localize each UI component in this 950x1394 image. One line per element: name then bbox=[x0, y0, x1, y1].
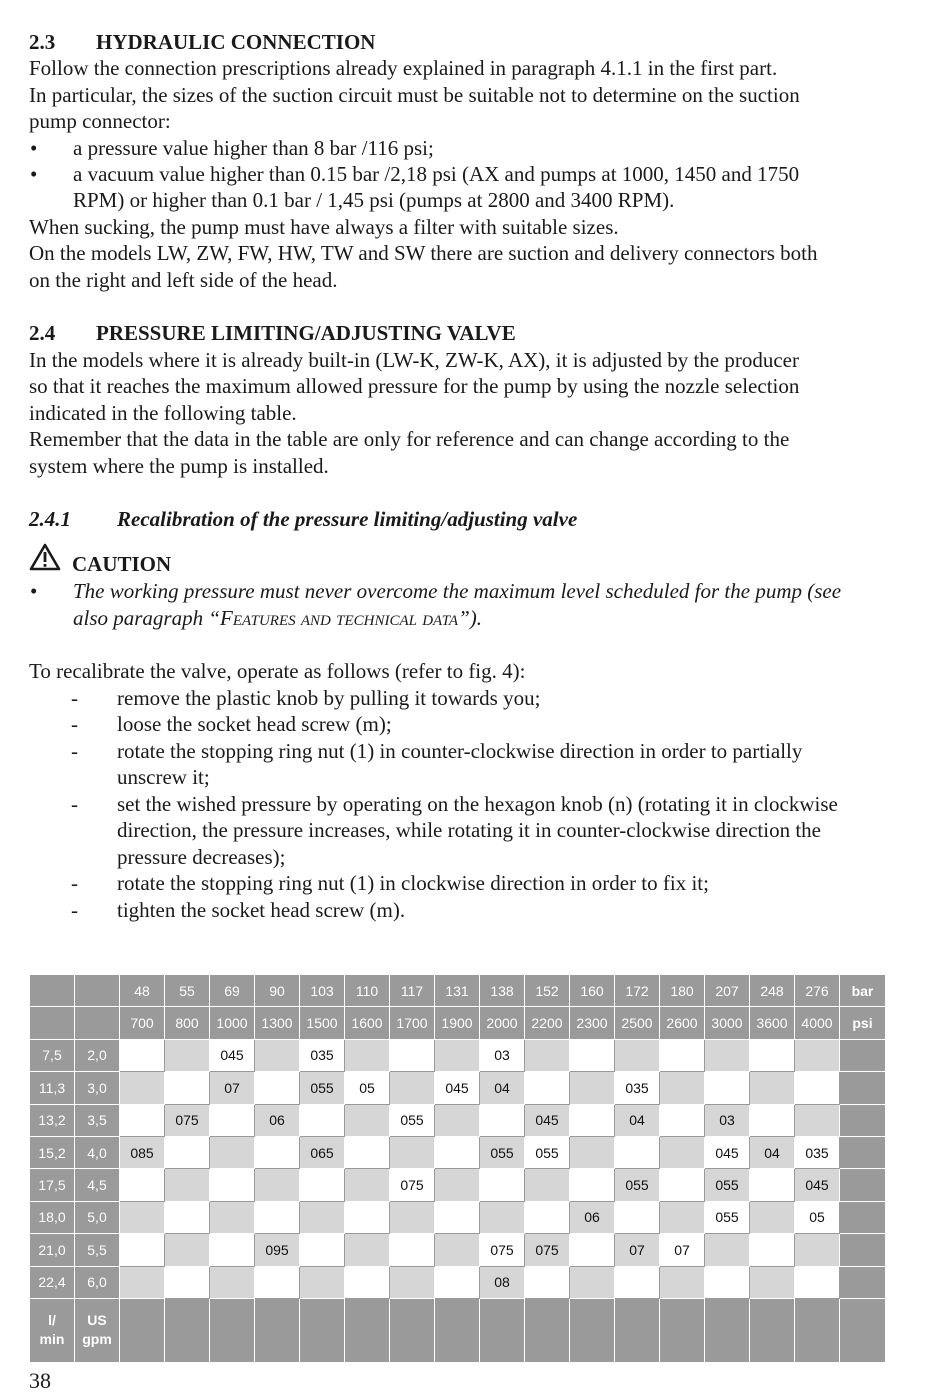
nozzle-cell bbox=[615, 1201, 660, 1233]
paragraph-line: system where the pump is installed. bbox=[29, 454, 329, 478]
nozzle-cell: 08 bbox=[480, 1266, 525, 1298]
warning-triangle-icon bbox=[29, 543, 61, 571]
nozzle-cell bbox=[750, 1072, 795, 1104]
nozzle-cell: 075 bbox=[390, 1169, 435, 1201]
nozzle-cell: 075 bbox=[525, 1234, 570, 1266]
nozzle-cell: 06 bbox=[255, 1104, 300, 1136]
step-text: set the wished pressure by operating on the hexagon knob (n) (rotating it in clockwise bbox=[117, 792, 838, 816]
nozzle-cell bbox=[210, 1169, 255, 1201]
psi-value-cell: 3600 bbox=[750, 1007, 795, 1039]
nozzle-cell: 045 bbox=[435, 1072, 480, 1104]
dash-marker: - bbox=[71, 898, 78, 922]
nozzle-cell bbox=[120, 1201, 165, 1233]
bullet-text: a vacuum value higher than 0.15 bar /2,18 psi (AX and pumps at 1000, 1450 and 1750 bbox=[73, 162, 800, 186]
bullet-marker: • bbox=[30, 162, 38, 186]
footer-blank-cell bbox=[750, 1298, 795, 1362]
nozzle-cell bbox=[255, 1201, 300, 1233]
nozzle-cell bbox=[705, 1072, 750, 1104]
nozzle-cell bbox=[165, 1234, 210, 1266]
nozzle-cell: 03 bbox=[480, 1039, 525, 1071]
nozzle-cell bbox=[705, 1039, 750, 1071]
flow-lmin-cell: 22,4 bbox=[30, 1266, 75, 1298]
psi-value-cell: 1000 bbox=[210, 1007, 255, 1039]
nozzle-cell bbox=[660, 1136, 705, 1168]
nozzle-cell bbox=[570, 1266, 615, 1298]
nozzle-cell: 03 bbox=[705, 1104, 750, 1136]
nozzle-cell bbox=[750, 1039, 795, 1071]
nozzle-cell: 035 bbox=[615, 1072, 660, 1104]
nozzle-cell bbox=[795, 1104, 840, 1136]
bullet-text: RPM) or higher than 0.1 bar / 1,45 psi (pumps at 2800 and 3400 RPM). bbox=[73, 188, 675, 212]
paragraph-line: When sucking, the pump must have always a filter with suitable sizes. bbox=[29, 215, 619, 239]
nozzle-cell bbox=[300, 1169, 345, 1201]
nozzle-cell bbox=[795, 1266, 840, 1298]
nozzle-cell: 055 bbox=[480, 1136, 525, 1168]
bar-unit-cell: bar bbox=[840, 975, 886, 1007]
section-title: PRESSURE LIMITING/ADJUSTING VALVE bbox=[96, 321, 516, 345]
nozzle-cell bbox=[345, 1201, 390, 1233]
nozzle-cell bbox=[435, 1266, 480, 1298]
flow-gpm-cell: 3,0 bbox=[75, 1072, 120, 1104]
dash-marker: - bbox=[71, 686, 78, 710]
nozzle-cell bbox=[525, 1039, 570, 1071]
psi-value-cell: 4000 bbox=[795, 1007, 840, 1039]
table-row bbox=[30, 1234, 886, 1266]
nozzle-cell bbox=[660, 1201, 705, 1233]
flow-lmin-cell: 18,0 bbox=[30, 1201, 75, 1233]
nozzle-cell: 055 bbox=[390, 1104, 435, 1136]
nozzle-cell bbox=[345, 1104, 390, 1136]
nozzle-cell bbox=[750, 1266, 795, 1298]
nozzle-cell bbox=[300, 1104, 345, 1136]
lmin-unit-bottom: min bbox=[39, 1331, 65, 1348]
bar-value-cell: 131 bbox=[435, 975, 480, 1007]
psi-value-cell: 1500 bbox=[300, 1007, 345, 1039]
nozzle-cell: 075 bbox=[165, 1104, 210, 1136]
nozzle-cell bbox=[705, 1234, 750, 1266]
flow-lmin-cell: 21,0 bbox=[30, 1234, 75, 1266]
nozzle-cell bbox=[390, 1136, 435, 1168]
nozzle-cell bbox=[795, 1039, 840, 1071]
psi-value-cell: 1900 bbox=[435, 1007, 480, 1039]
nozzle-cell bbox=[255, 1169, 300, 1201]
flow-gpm-cell: 5,0 bbox=[75, 1201, 120, 1233]
paragraph-line: In the models where it is already built-in (LW-K, ZW-K, AX), it is adjusted by the producer bbox=[29, 348, 799, 372]
nozzle-selection-table bbox=[29, 974, 886, 1363]
nozzle-cell bbox=[570, 1072, 615, 1104]
psi-value-cell: 1600 bbox=[345, 1007, 390, 1039]
bar-value-cell: 172 bbox=[615, 975, 660, 1007]
row-end-cell bbox=[840, 1072, 886, 1104]
psi-value-cell: 2500 bbox=[615, 1007, 660, 1039]
nozzle-cell bbox=[120, 1072, 165, 1104]
nozzle-cell: 06 bbox=[570, 1201, 615, 1233]
nozzle-cell bbox=[570, 1169, 615, 1201]
step-text: loose the socket head screw (m); bbox=[117, 712, 392, 736]
bar-value-cell: 55 bbox=[165, 975, 210, 1007]
flow-gpm-cell: 4,0 bbox=[75, 1136, 120, 1168]
nozzle-cell bbox=[525, 1266, 570, 1298]
nozzle-cell bbox=[165, 1072, 210, 1104]
procedure-intro: To recalibrate the valve, operate as follows (refer to fig. 4): bbox=[29, 659, 526, 683]
bar-value-cell: 110 bbox=[345, 975, 390, 1007]
nozzle-cell bbox=[120, 1169, 165, 1201]
nozzle-cell bbox=[165, 1201, 210, 1233]
psi-value-cell: 2000 bbox=[480, 1007, 525, 1039]
page-number: 38 bbox=[29, 1368, 51, 1393]
table-row bbox=[30, 1039, 886, 1071]
step-text: remove the plastic knob by pulling it towards you; bbox=[117, 686, 541, 710]
footer-blank-cell bbox=[615, 1298, 660, 1362]
nozzle-cell bbox=[705, 1266, 750, 1298]
nozzle-cell bbox=[345, 1136, 390, 1168]
nozzle-cell bbox=[345, 1234, 390, 1266]
paragraph-line: In particular, the sizes of the suction circuit must be suitable not to determine on the suction bbox=[29, 83, 800, 107]
step-text: pressure decreases); bbox=[117, 845, 286, 869]
nozzle-cell bbox=[120, 1266, 165, 1298]
nozzle-cell bbox=[480, 1104, 525, 1136]
paragraph-line: pump connector: bbox=[29, 109, 171, 133]
psi-value-cell: 700 bbox=[120, 1007, 165, 1039]
gpm-unit-cell bbox=[75, 1298, 120, 1362]
bar-value-cell: 48 bbox=[120, 975, 165, 1007]
bar-value-cell: 160 bbox=[570, 975, 615, 1007]
step-text: unscrew it; bbox=[117, 765, 210, 789]
table-row bbox=[30, 1169, 886, 1201]
flow-gpm-cell: 6,0 bbox=[75, 1266, 120, 1298]
nozzle-cell: 095 bbox=[255, 1234, 300, 1266]
bar-value-cell: 248 bbox=[750, 975, 795, 1007]
nozzle-cell: 04 bbox=[750, 1136, 795, 1168]
caution-text-2 bbox=[73, 605, 482, 631]
psi-header-row bbox=[30, 1007, 886, 1039]
nozzle-cell: 045 bbox=[705, 1136, 750, 1168]
step-text: rotate the stopping ring nut (1) in counter-clockwise direction in order to partially bbox=[117, 739, 803, 763]
table-row bbox=[30, 1136, 886, 1168]
nozzle-cell: 055 bbox=[705, 1169, 750, 1201]
nozzle-cell: 04 bbox=[480, 1072, 525, 1104]
nozzle-cell: 035 bbox=[795, 1136, 840, 1168]
nozzle-cell bbox=[660, 1266, 705, 1298]
gpm-unit-bottom: gpm bbox=[82, 1331, 112, 1348]
bar-value-cell: 90 bbox=[255, 975, 300, 1007]
nozzle-cell bbox=[300, 1234, 345, 1266]
nozzle-cell bbox=[750, 1169, 795, 1201]
psi-value-cell: 800 bbox=[165, 1007, 210, 1039]
bullet-marker: • bbox=[30, 136, 38, 160]
nozzle-cell bbox=[390, 1234, 435, 1266]
bar-value-cell: 138 bbox=[480, 975, 525, 1007]
units-footer-row bbox=[30, 1298, 886, 1362]
flow-lmin-cell: 17,5 bbox=[30, 1169, 75, 1201]
nozzle-cell bbox=[435, 1039, 480, 1071]
nozzle-cell bbox=[750, 1201, 795, 1233]
nozzle-cell: 035 bbox=[300, 1039, 345, 1071]
nozzle-cell: 045 bbox=[210, 1039, 255, 1071]
nozzle-cell bbox=[660, 1104, 705, 1136]
section-title: Recalibration of the pressure limiting/adjusting valve bbox=[117, 507, 578, 531]
dash-marker: - bbox=[71, 871, 78, 895]
footer-blank-cell bbox=[480, 1298, 525, 1362]
caution-title: CAUTION bbox=[72, 552, 172, 576]
lmin-unit-cell bbox=[30, 1298, 75, 1362]
nozzle-cell bbox=[120, 1234, 165, 1266]
flow-gpm-cell: 5,5 bbox=[75, 1234, 120, 1266]
nozzle-cell bbox=[435, 1104, 480, 1136]
nozzle-cell bbox=[210, 1201, 255, 1233]
nozzle-cell: 05 bbox=[345, 1072, 390, 1104]
nozzle-cell bbox=[255, 1266, 300, 1298]
nozzle-cell bbox=[615, 1039, 660, 1071]
paragraph-line: indicated in the following table. bbox=[29, 401, 297, 425]
nozzle-cell bbox=[570, 1039, 615, 1071]
nozzle-cell bbox=[345, 1039, 390, 1071]
paragraph-line: on the right and left side of the head. bbox=[29, 268, 338, 292]
nozzle-cell: 065 bbox=[300, 1136, 345, 1168]
psi-value-cell: 2300 bbox=[570, 1007, 615, 1039]
flow-lmin-cell: 7,5 bbox=[30, 1039, 75, 1071]
flow-gpm-cell: 4,5 bbox=[75, 1169, 120, 1201]
footer-blank-cell bbox=[570, 1298, 615, 1362]
nozzle-cell bbox=[300, 1266, 345, 1298]
nozzle-cell: 075 bbox=[480, 1234, 525, 1266]
nozzle-cell bbox=[570, 1234, 615, 1266]
flow-gpm-cell: 2,0 bbox=[75, 1039, 120, 1071]
bullet-marker: • bbox=[30, 579, 38, 603]
nozzle-cell: 07 bbox=[210, 1072, 255, 1104]
step-text: direction, the pressure increases, while rotating it in counter-clockwise direction the bbox=[117, 818, 822, 842]
lmin-unit-top: l/ bbox=[48, 1312, 56, 1329]
section-number: 2.4 bbox=[29, 321, 56, 345]
nozzle-cell bbox=[615, 1266, 660, 1298]
footer-blank-cell bbox=[300, 1298, 345, 1362]
psi-value-cell: 1700 bbox=[390, 1007, 435, 1039]
footer-blank-cell bbox=[435, 1298, 480, 1362]
psi-value-cell: 2600 bbox=[660, 1007, 705, 1039]
section-2-3-heading bbox=[29, 29, 375, 55]
nozzle-cell bbox=[525, 1169, 570, 1201]
nozzle-cell bbox=[165, 1136, 210, 1168]
nozzle-cell bbox=[345, 1266, 390, 1298]
nozzle-cell bbox=[210, 1136, 255, 1168]
psi-value-cell: 3000 bbox=[705, 1007, 750, 1039]
nozzle-cell: 055 bbox=[615, 1169, 660, 1201]
nozzle-cell: 045 bbox=[525, 1104, 570, 1136]
nozzle-cell bbox=[120, 1039, 165, 1071]
footer-blank-cell bbox=[705, 1298, 750, 1362]
header-blank-cell bbox=[30, 975, 75, 1007]
bar-value-cell: 152 bbox=[525, 975, 570, 1007]
footer-blank-cell bbox=[120, 1298, 165, 1362]
row-end-cell bbox=[840, 1266, 886, 1298]
nozzle-cell bbox=[390, 1201, 435, 1233]
nozzle-cell bbox=[750, 1104, 795, 1136]
bar-value-cell: 207 bbox=[705, 975, 750, 1007]
nozzle-cell bbox=[525, 1201, 570, 1233]
nozzle-cell bbox=[300, 1201, 345, 1233]
psi-unit-cell: psi bbox=[840, 1007, 886, 1039]
bar-value-cell: 103 bbox=[300, 975, 345, 1007]
bar-value-cell: 117 bbox=[390, 975, 435, 1007]
nozzle-cell bbox=[120, 1104, 165, 1136]
row-end-cell bbox=[840, 1169, 886, 1201]
step-text: rotate the stopping ring nut (1) in clockwise direction in order to fix it; bbox=[117, 871, 709, 895]
nozzle-cell bbox=[165, 1169, 210, 1201]
nozzle-cell bbox=[795, 1072, 840, 1104]
flow-lmin-cell: 13,2 bbox=[30, 1104, 75, 1136]
row-end-cell bbox=[840, 1136, 886, 1168]
footer-blank-cell bbox=[525, 1298, 570, 1362]
nozzle-cell bbox=[750, 1234, 795, 1266]
row-end-cell bbox=[840, 1104, 886, 1136]
caution-text-pre: also paragraph “ bbox=[73, 606, 221, 630]
nozzle-cell bbox=[345, 1169, 390, 1201]
nozzle-cell bbox=[390, 1039, 435, 1071]
nozzle-cell: 04 bbox=[615, 1104, 660, 1136]
nozzle-cell: 07 bbox=[615, 1234, 660, 1266]
flow-lmin-cell: 11,3 bbox=[30, 1072, 75, 1104]
flow-gpm-cell: 3,5 bbox=[75, 1104, 120, 1136]
nozzle-cell bbox=[570, 1104, 615, 1136]
bullet-text: a pressure value higher than 8 bar /116 psi; bbox=[73, 136, 434, 160]
section-title: HYDRAULIC CONNECTION bbox=[96, 30, 376, 54]
nozzle-cell: 055 bbox=[525, 1136, 570, 1168]
nozzle-cell bbox=[210, 1234, 255, 1266]
footer-blank-cell bbox=[840, 1298, 886, 1362]
row-end-cell bbox=[840, 1234, 886, 1266]
header-blank-cell bbox=[75, 975, 120, 1007]
nozzle-cell bbox=[255, 1072, 300, 1104]
footer-blank-cell bbox=[660, 1298, 705, 1362]
gpm-unit-top: US bbox=[87, 1312, 107, 1329]
footer-blank-cell bbox=[345, 1298, 390, 1362]
nozzle-cell: 07 bbox=[660, 1234, 705, 1266]
nozzle-cell bbox=[435, 1169, 480, 1201]
nozzle-cell bbox=[525, 1072, 570, 1104]
caution-reference: Features and technical data bbox=[220, 606, 459, 630]
footer-blank-cell bbox=[165, 1298, 210, 1362]
nozzle-cell bbox=[390, 1072, 435, 1104]
nozzle-cell: 085 bbox=[120, 1136, 165, 1168]
header-blank-cell bbox=[30, 1007, 75, 1039]
bar-header-row bbox=[30, 975, 886, 1007]
bar-value-cell: 276 bbox=[795, 975, 840, 1007]
nozzle-cell bbox=[435, 1201, 480, 1233]
paragraph-line: Remember that the data in the table are only for reference and can change according to the bbox=[29, 427, 790, 451]
nozzle-cell bbox=[480, 1201, 525, 1233]
table-row bbox=[30, 1072, 886, 1104]
bar-value-cell: 69 bbox=[210, 975, 255, 1007]
paragraph-line: so that it reaches the maximum allowed pressure for the pump by using the nozzle selection bbox=[29, 374, 800, 398]
section-2-4-heading bbox=[29, 320, 516, 346]
table-row bbox=[30, 1104, 886, 1136]
row-end-cell bbox=[840, 1201, 886, 1233]
nozzle-cell bbox=[210, 1266, 255, 1298]
section-number: 2.4.1 bbox=[29, 507, 71, 531]
bar-value-cell: 180 bbox=[660, 975, 705, 1007]
footer-blank-cell bbox=[390, 1298, 435, 1362]
nozzle-cell: 05 bbox=[795, 1201, 840, 1233]
nozzle-cell bbox=[435, 1234, 480, 1266]
footer-blank-cell bbox=[210, 1298, 255, 1362]
nozzle-cell bbox=[660, 1169, 705, 1201]
header-blank-cell bbox=[75, 1007, 120, 1039]
dash-marker: - bbox=[71, 712, 78, 736]
nozzle-cell bbox=[795, 1234, 840, 1266]
nozzle-cell bbox=[615, 1136, 660, 1168]
nozzle-cell: 055 bbox=[300, 1072, 345, 1104]
nozzle-cell bbox=[660, 1039, 705, 1071]
table-row bbox=[30, 1266, 886, 1298]
row-end-cell bbox=[840, 1039, 886, 1071]
flow-lmin-cell: 15,2 bbox=[30, 1136, 75, 1168]
psi-value-cell: 1300 bbox=[255, 1007, 300, 1039]
dash-marker: - bbox=[71, 792, 78, 816]
nozzle-cell bbox=[165, 1266, 210, 1298]
caution-text: The working pressure must never overcome the maximum level scheduled for the pump (see bbox=[73, 579, 842, 603]
section-2-4-1-heading bbox=[29, 506, 577, 532]
paragraph-line: On the models LW, ZW, FW, HW, TW and SW there are suction and delivery connectors both bbox=[29, 241, 818, 265]
table-row bbox=[30, 1201, 886, 1233]
psi-value-cell: 2200 bbox=[525, 1007, 570, 1039]
nozzle-cell bbox=[480, 1169, 525, 1201]
nozzle-cell bbox=[165, 1039, 210, 1071]
nozzle-cell bbox=[660, 1072, 705, 1104]
dash-marker: - bbox=[71, 739, 78, 763]
caution-text-post: ”). bbox=[458, 606, 482, 630]
nozzle-cell bbox=[390, 1266, 435, 1298]
step-text: tighten the socket head screw (m). bbox=[117, 898, 406, 922]
nozzle-cell bbox=[435, 1136, 480, 1168]
nozzle-cell bbox=[255, 1039, 300, 1071]
nozzle-cell bbox=[255, 1136, 300, 1168]
nozzle-cell bbox=[210, 1104, 255, 1136]
section-number: 2.3 bbox=[29, 30, 56, 54]
nozzle-cell: 045 bbox=[795, 1169, 840, 1201]
nozzle-cell bbox=[570, 1136, 615, 1168]
footer-blank-cell bbox=[795, 1298, 840, 1362]
nozzle-cell: 055 bbox=[705, 1201, 750, 1233]
paragraph-line: Follow the connection prescriptions already explained in paragraph 4.1.1 in the first part. bbox=[29, 56, 778, 80]
footer-blank-cell bbox=[255, 1298, 300, 1362]
